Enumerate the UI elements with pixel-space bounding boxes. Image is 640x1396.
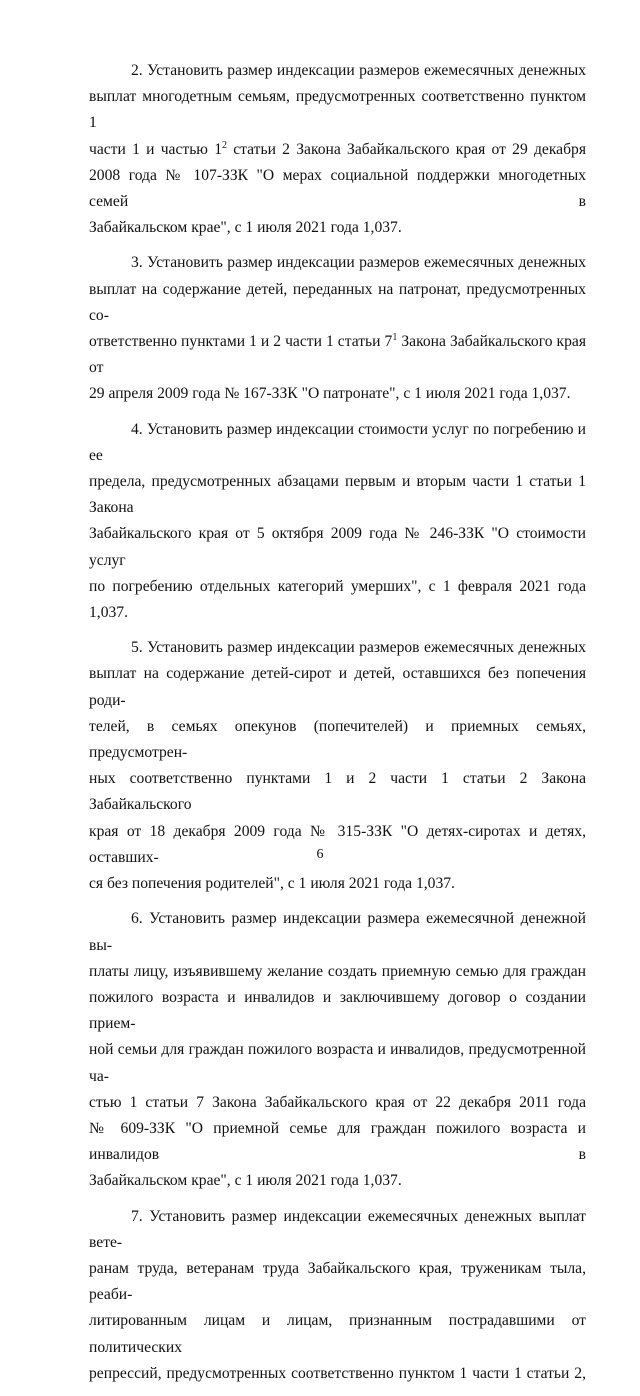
text-line: литированным лицам и лицам, признанным пострадавшими от политических — [89, 1312, 586, 1356]
text-line: Забайкальском крае", с 1 июля 2021 года 1,037. — [89, 1172, 402, 1190]
text-line: стью 1 статьи 7 Закона Забайкальского края от 22 декабря 2011 года — [89, 1093, 586, 1111]
text-line: 29 апреля 2009 года № 167-ЗЗК "О патронате", с 1 июля 2021 года 1,037. — [89, 385, 571, 403]
text-line: платы лицу, изъявившему желание создать приемную семью для граждан — [89, 962, 586, 980]
text-fragment: части 1 и частью 1 — [89, 140, 222, 158]
text-line — [89, 137, 586, 163]
paragraph-3 — [89, 250, 586, 407]
text-line: 7. Установить размер индексации ежемесячных денежных выплат вете- — [89, 1207, 586, 1251]
text-line: 5. Установить размер индексации размеров ежемесячных денежных — [131, 639, 586, 657]
text-line: ся без попечения родителей", с 1 июля 2021 года 1,037. — [89, 875, 455, 893]
text-fragment: статьи 2 Закона Забайкальского края от 29 декабря — [227, 140, 586, 158]
text-line: 3. Установить размер индексации размеров ежемесячных денежных — [131, 254, 586, 272]
text-line: пожилого возраста и инвалидов и заключившему договор о создании прием- — [89, 988, 586, 1033]
text-fragment: ответственно пунктами 1 и 2 части 1 статьи 7 — [89, 333, 393, 351]
page-number: 6 — [316, 847, 324, 862]
text-line: ной семьи для граждан пожилого возраста и инвалидов, предусмотренной ча- — [89, 1041, 586, 1085]
text-line: 6. Установить размер индексации размера ежемесячной денежной вы- — [89, 910, 586, 954]
document-body — [89, 58, 586, 1396]
text-line: предела, предусмотренных абзацами первым и вторым части 1 статьи 1 Закона — [89, 473, 586, 517]
paragraph-4 — [89, 417, 586, 627]
text-line: 2008 года № 107-ЗЗК "О мерах социальной поддержки многодетных семей в — [89, 166, 586, 211]
text-line: ных соответственно пунктами 1 и 2 части 1 статьи 2 Закона Забайкальского — [89, 770, 586, 814]
superscript: 1 — [392, 332, 398, 344]
text-line — [89, 329, 586, 381]
text-line: 2. Установить размер индексации размеров ежемесячных денежных — [131, 62, 586, 79]
text-line: репрессий, предусмотренных соответственно пунктом 1 части 1 статьи 2, — [89, 1364, 586, 1382]
text-line: 4. Установить размер индексации стоимости услуг по погребению и ее — [89, 420, 586, 464]
text-line: выплат многодетным семьям, предусмотренных соответственно пунктом 1 — [89, 88, 586, 132]
paragraph-7 — [89, 1204, 586, 1387]
text-fragment: Закона Забайкальского края от — [89, 333, 587, 377]
paragraph-2 — [89, 58, 586, 241]
paragraph-6 — [89, 906, 586, 1194]
text-line: по погребению отдельных категорий умерших", с 1 февраля 2021 года 1,037. — [89, 577, 586, 622]
text-line: № 609-ЗЗК "О приемной семье для граждан пожилого возраста и инвалидов в — [89, 1119, 586, 1164]
text-line: выплат на содержание детей, переданных на патронат, предусмотренных со- — [89, 280, 586, 324]
text-line: выплат на содержание детей-сирот и детей, оставшихся без попечения роди- — [89, 665, 586, 709]
superscript: 2 — [222, 139, 227, 151]
text-line: Забайкальском крае", с 1 июля 2021 года 1,037. — [89, 219, 402, 237]
text-line: края от 18 декабря 2009 года № 315-ЗЗК "О детях-сиротах и детях, оставших- — [89, 822, 586, 866]
text-line: ранам труда, ветеранам труда Забайкальского края, труженикам тыла, реаби- — [89, 1259, 586, 1304]
text-line: Забайкальского края от 5 октября 2009 года № 246-ЗЗК "О стоимости услуг — [89, 525, 586, 569]
text-line: телей, в семьях опекунов (попечителей) и приемных семьях, предусмотрен- — [89, 717, 586, 762]
